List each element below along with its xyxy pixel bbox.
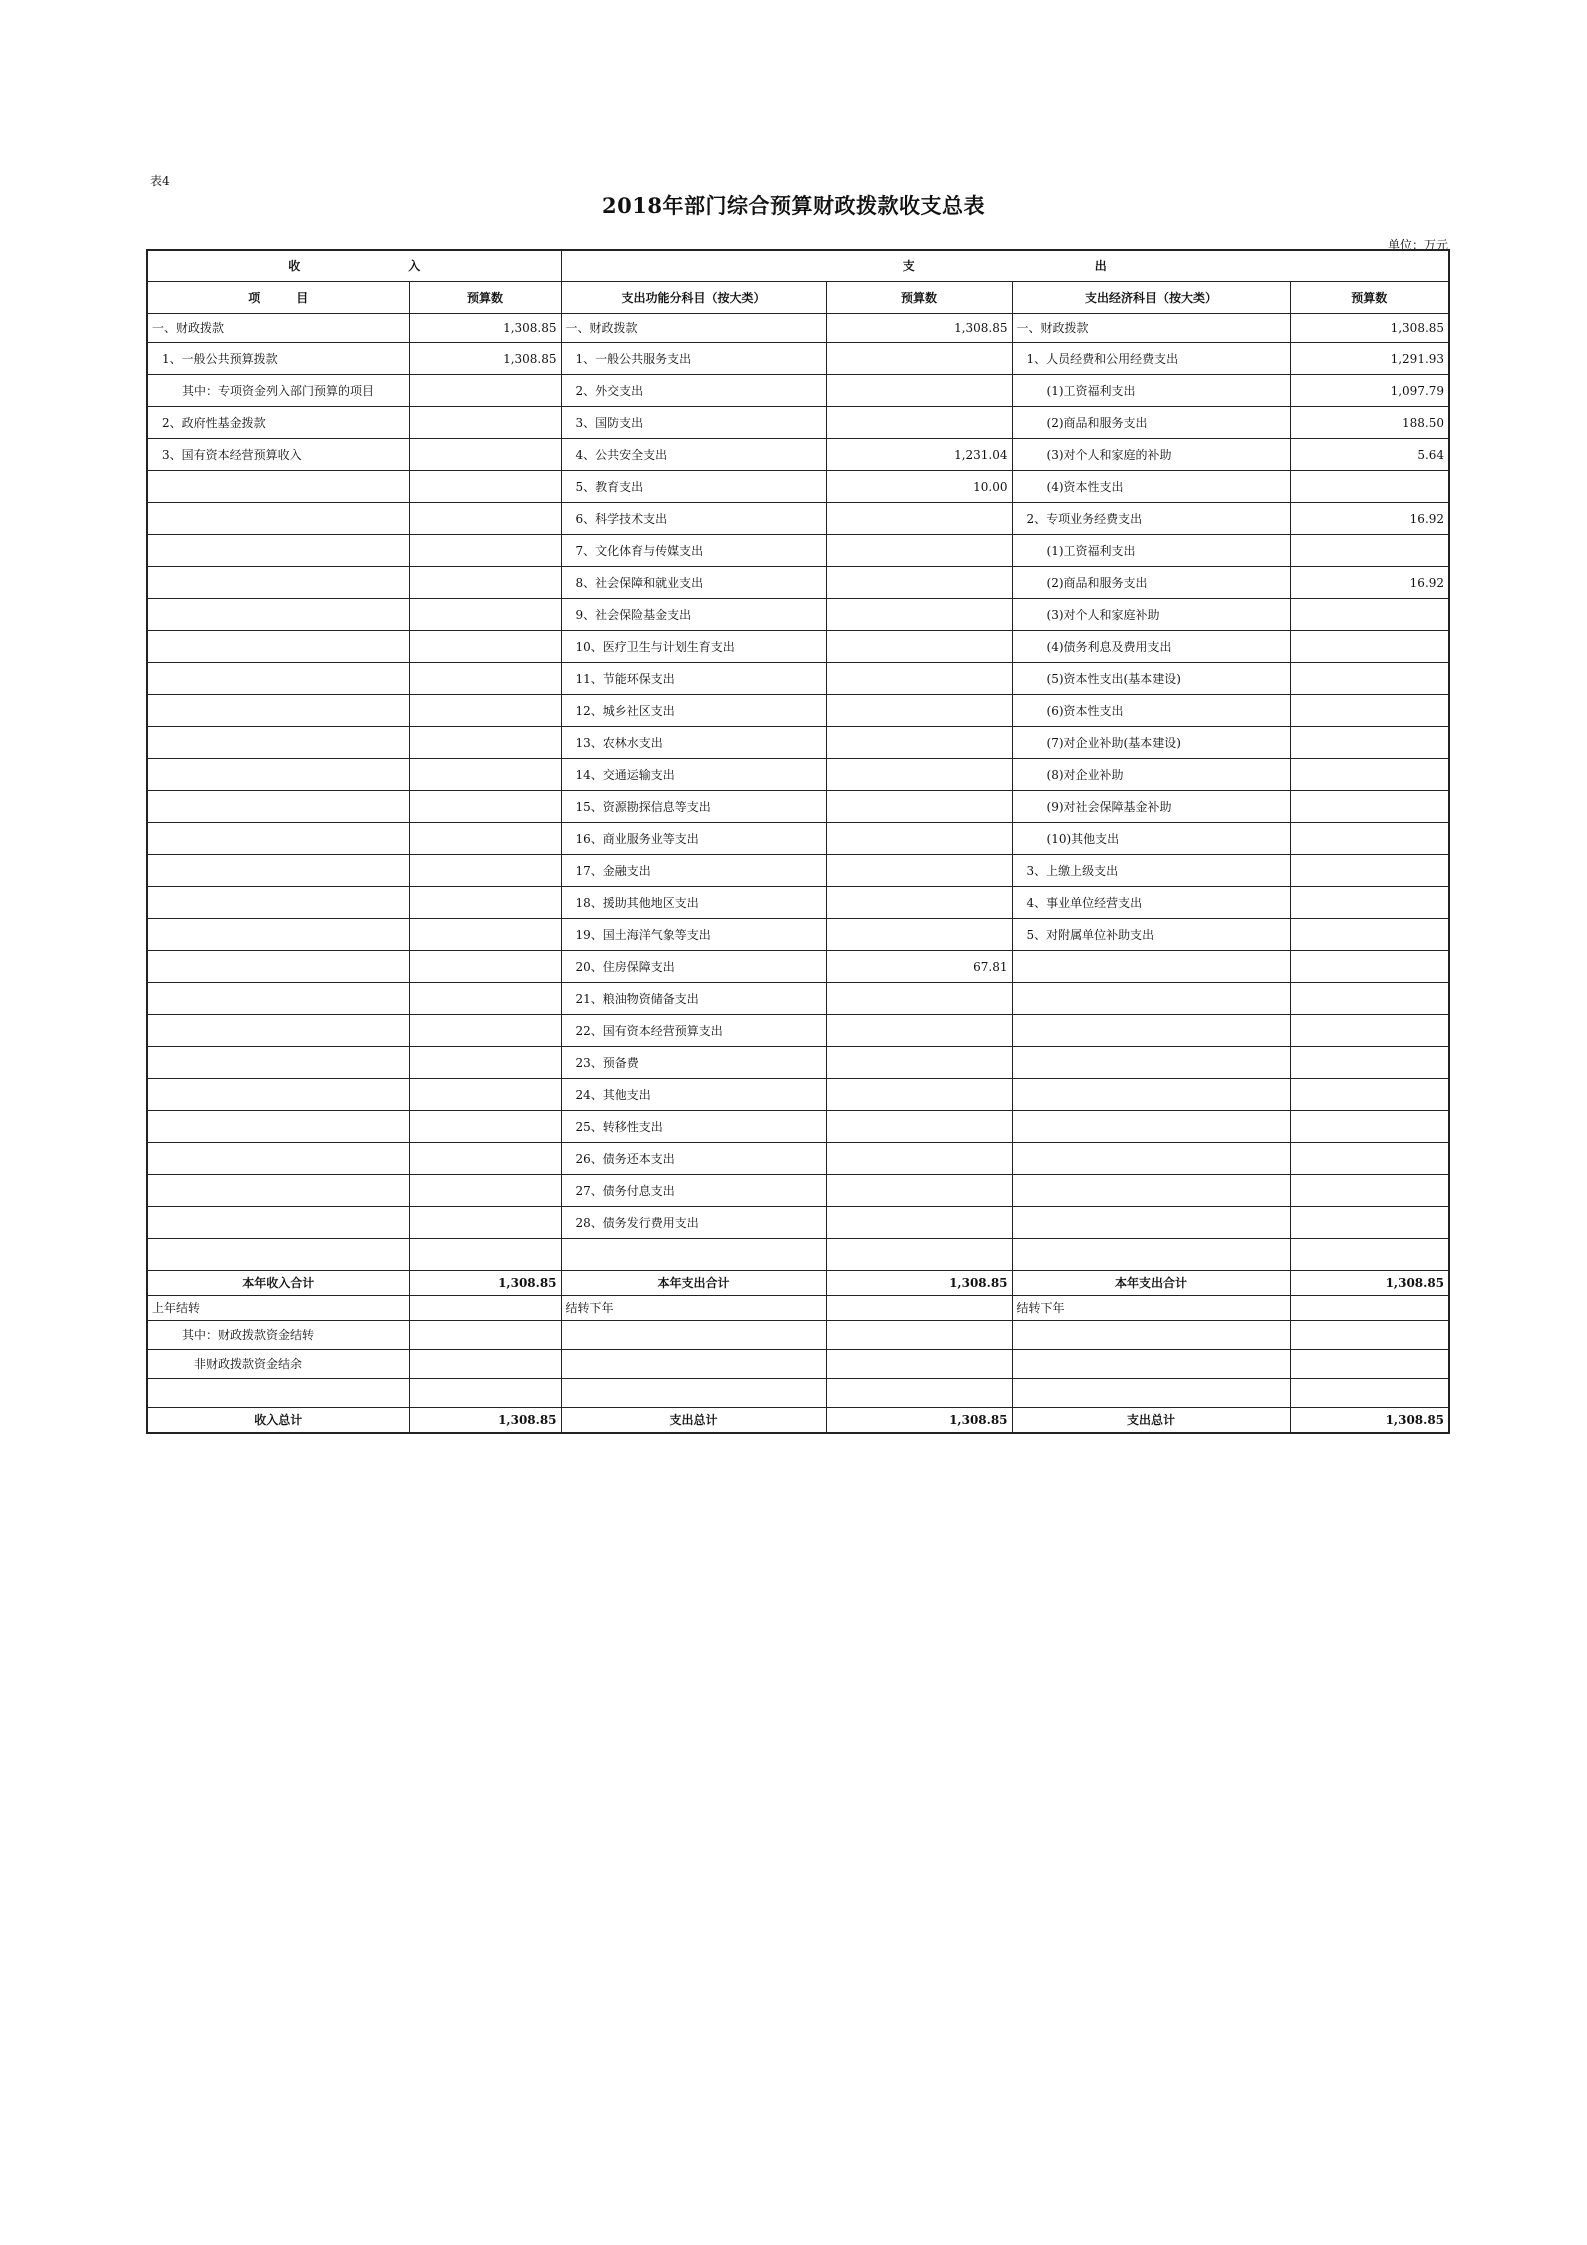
income-budget-cell — [409, 823, 561, 855]
econ-budget-cell — [1290, 1239, 1449, 1271]
func-budget-cell — [826, 1079, 1012, 1111]
func-item-cell: 16、商业服务业等支出 — [561, 823, 826, 855]
func-item-cell: 18、援助其他地区支出 — [561, 887, 826, 919]
econ-budget-cell: 188.50 — [1290, 407, 1449, 439]
func-budget-cell — [826, 407, 1012, 439]
income-item-cell — [147, 503, 409, 535]
carry-income-value — [409, 1379, 561, 1408]
func-item-cell: 1、一般公共服务支出 — [561, 343, 826, 375]
income-item-cell — [147, 1047, 409, 1079]
carry-econ-value — [1290, 1321, 1449, 1350]
econ-budget-cell: 16.92 — [1290, 503, 1449, 535]
table-row — [147, 407, 1449, 439]
func-item-cell: 14、交通运输支出 — [561, 759, 826, 791]
func-budget-cell — [826, 535, 1012, 567]
econ-item-cell: (5)资本性支出(基本建设) — [1012, 663, 1290, 695]
carry-econ-cell — [1012, 1321, 1290, 1350]
income-budget-cell — [409, 983, 561, 1015]
header-group-row — [147, 250, 1449, 282]
income-item-cell — [147, 695, 409, 727]
table-row — [147, 503, 1449, 535]
income-item-cell — [147, 535, 409, 567]
income-budget-cell — [409, 951, 561, 983]
table-row — [147, 695, 1449, 727]
carry-func-cell — [561, 1321, 826, 1350]
func-budget-cell — [826, 983, 1012, 1015]
table-row — [147, 1111, 1449, 1143]
income-item-cell — [147, 1079, 409, 1111]
econ-budget-cell — [1290, 887, 1449, 919]
func-item-header: 支出功能分科目（按大类） — [561, 282, 826, 314]
func-budget-cell — [826, 503, 1012, 535]
income-budget-cell — [409, 695, 561, 727]
income-budget-cell: 1,308.85 — [409, 343, 561, 375]
func-budget-cell — [826, 1143, 1012, 1175]
table-row — [147, 375, 1449, 407]
income-subtotal-value: 1,308.85 — [409, 1271, 561, 1296]
income-item-cell — [147, 951, 409, 983]
income-budget-cell — [409, 855, 561, 887]
econ-item-cell: (3)对个人和家庭的补助 — [1012, 439, 1290, 471]
income-budget-cell — [409, 1015, 561, 1047]
econ-total-value: 1,308.85 — [1290, 1408, 1449, 1434]
func-budget-cell — [826, 855, 1012, 887]
func-budget-cell — [826, 919, 1012, 951]
income-item-cell — [147, 1239, 409, 1271]
income-item-cell — [147, 663, 409, 695]
carry-econ-cell — [1012, 1350, 1290, 1379]
econ-subtotal-label: 本年支出合计 — [1012, 1271, 1290, 1296]
econ-item-cell — [1012, 1239, 1290, 1271]
econ-budget-cell — [1290, 663, 1449, 695]
carry-income-cell: 其中：财政拨款资金结转 — [147, 1321, 409, 1350]
table-row — [147, 951, 1449, 983]
func-budget-cell — [826, 631, 1012, 663]
income-item-cell: 一、财政拨款 — [147, 314, 409, 343]
func-item-cell: 26、债务还本支出 — [561, 1143, 826, 1175]
income-budget-cell — [409, 1143, 561, 1175]
func-item-cell: 21、粮油物资储备支出 — [561, 983, 826, 1015]
carry-econ-value — [1290, 1296, 1449, 1321]
func-item-cell: 17、金融支出 — [561, 855, 826, 887]
carry-income-value — [409, 1321, 561, 1350]
carry-row — [147, 1321, 1449, 1350]
income-budget-cell — [409, 375, 561, 407]
func-item-cell: 28、债务发行费用支出 — [561, 1207, 826, 1239]
func-budget-cell — [826, 1047, 1012, 1079]
func-item-cell: 13、农林水支出 — [561, 727, 826, 759]
carry-row — [147, 1296, 1449, 1321]
table-row — [147, 631, 1449, 663]
econ-item-cell — [1012, 1207, 1290, 1239]
econ-budget-cell: 16.92 — [1290, 567, 1449, 599]
econ-budget-cell — [1290, 727, 1449, 759]
econ-budget-cell — [1290, 471, 1449, 503]
econ-budget-cell — [1290, 1175, 1449, 1207]
table-row — [147, 343, 1449, 375]
income-item-cell — [147, 983, 409, 1015]
income-budget-cell — [409, 1207, 561, 1239]
econ-item-cell: (2)商品和服务支出 — [1012, 567, 1290, 599]
unit-label: 单位：万元 — [1387, 238, 1448, 252]
func-budget-header: 预算数 — [826, 282, 1012, 314]
carry-func-value — [826, 1321, 1012, 1350]
income-budget-cell — [409, 1111, 561, 1143]
income-budget-cell — [409, 1175, 561, 1207]
econ-budget-cell — [1290, 631, 1449, 663]
income-budget-cell — [409, 407, 561, 439]
table-row — [147, 599, 1449, 631]
func-budget-cell — [826, 663, 1012, 695]
income-item-cell: 2、政府性基金拨款 — [147, 407, 409, 439]
income-subtotal-label: 本年收入合计 — [147, 1271, 409, 1296]
econ-item-cell: (1)工资福利支出 — [1012, 535, 1290, 567]
econ-budget-header: 预算数 — [1290, 282, 1449, 314]
econ-item-cell: 3、上缴上级支出 — [1012, 855, 1290, 887]
econ-item-cell — [1012, 1175, 1290, 1207]
func-budget-cell: 10.00 — [826, 471, 1012, 503]
income-item-cell: 3、国有资本经营预算收入 — [147, 439, 409, 471]
income-budget-cell — [409, 503, 561, 535]
func-item-cell: 20、住房保障支出 — [561, 951, 826, 983]
income-item-cell — [147, 855, 409, 887]
table-row — [147, 1079, 1449, 1111]
income-item-cell — [147, 887, 409, 919]
func-budget-cell — [826, 1015, 1012, 1047]
table-row — [147, 471, 1449, 503]
table-row — [147, 1015, 1449, 1047]
carry-econ-value — [1290, 1379, 1449, 1408]
table-row — [147, 1047, 1449, 1079]
table-row — [147, 1239, 1449, 1271]
table-row — [147, 439, 1449, 471]
func-budget-cell: 67.81 — [826, 951, 1012, 983]
econ-item-cell: (2)商品和服务支出 — [1012, 407, 1290, 439]
table-row — [147, 1175, 1449, 1207]
econ-budget-cell — [1290, 791, 1449, 823]
econ-budget-cell — [1290, 983, 1449, 1015]
income-budget-cell — [409, 727, 561, 759]
table-row — [147, 919, 1449, 951]
func-item-cell: 22、国有资本经营预算支出 — [561, 1015, 826, 1047]
func-budget-cell — [826, 759, 1012, 791]
func-item-cell: 23、预备费 — [561, 1047, 826, 1079]
income-item-cell — [147, 471, 409, 503]
income-budget-cell — [409, 599, 561, 631]
econ-budget-cell: 5.64 — [1290, 439, 1449, 471]
econ-budget-cell — [1290, 951, 1449, 983]
table-row — [147, 823, 1449, 855]
func-total-value: 1,308.85 — [826, 1408, 1012, 1434]
func-item-cell: 2、外交支出 — [561, 375, 826, 407]
func-budget-cell — [826, 375, 1012, 407]
func-item-cell: 11、节能环保支出 — [561, 663, 826, 695]
econ-item-cell: (8)对企业补助 — [1012, 759, 1290, 791]
func-subtotal-label: 本年支出合计 — [561, 1271, 826, 1296]
income-budget-cell — [409, 471, 561, 503]
econ-item-header: 支出经济科目（按大类） — [1012, 282, 1290, 314]
func-budget-cell — [826, 727, 1012, 759]
econ-budget-cell — [1290, 855, 1449, 887]
econ-item-cell — [1012, 1047, 1290, 1079]
table-row — [147, 887, 1449, 919]
table-tag: 表4 — [150, 174, 170, 188]
income-budget-cell — [409, 439, 561, 471]
econ-item-cell: (4)资本性支出 — [1012, 471, 1290, 503]
carry-func-value — [826, 1296, 1012, 1321]
func-budget-cell — [826, 343, 1012, 375]
income-item-cell — [147, 631, 409, 663]
income-item-cell — [147, 791, 409, 823]
income-item-cell — [147, 1015, 409, 1047]
func-budget-cell — [826, 695, 1012, 727]
income-item-cell — [147, 727, 409, 759]
econ-item-cell: (1)工资福利支出 — [1012, 375, 1290, 407]
econ-item-cell: 4、事业单位经营支出 — [1012, 887, 1290, 919]
expense-group-header: 支 出 — [561, 250, 1449, 282]
income-item-cell — [147, 919, 409, 951]
econ-item-cell — [1012, 1111, 1290, 1143]
income-budget-cell — [409, 1047, 561, 1079]
func-item-cell — [561, 1239, 826, 1271]
carry-func-value — [826, 1350, 1012, 1379]
income-budget-cell: 1,308.85 — [409, 314, 561, 343]
income-budget-header: 预算数 — [409, 282, 561, 314]
func-subtotal-value: 1,308.85 — [826, 1271, 1012, 1296]
econ-budget-cell — [1290, 759, 1449, 791]
income-budget-cell — [409, 759, 561, 791]
func-item-cell: 19、国土海洋气象等支出 — [561, 919, 826, 951]
econ-budget-cell — [1290, 599, 1449, 631]
table-row — [147, 1207, 1449, 1239]
econ-item-cell: (3)对个人和家庭补助 — [1012, 599, 1290, 631]
econ-item-cell: 5、对附属单位补助支出 — [1012, 919, 1290, 951]
econ-budget-cell — [1290, 535, 1449, 567]
income-item-cell: 其中：专项资金列入部门预算的项目 — [147, 375, 409, 407]
econ-item-cell — [1012, 1015, 1290, 1047]
carry-func-cell — [561, 1379, 826, 1408]
carry-income-value — [409, 1350, 561, 1379]
econ-item-cell: (6)资本性支出 — [1012, 695, 1290, 727]
econ-budget-cell — [1290, 823, 1449, 855]
income-budget-cell — [409, 1239, 561, 1271]
func-budget-cell — [826, 791, 1012, 823]
budget-table — [146, 249, 1450, 1434]
func-item-cell: 9、社会保险基金支出 — [561, 599, 826, 631]
column-header-row — [147, 282, 1449, 314]
func-item-cell: 25、转移性支出 — [561, 1111, 826, 1143]
income-budget-cell — [409, 791, 561, 823]
econ-budget-cell — [1290, 1143, 1449, 1175]
income-item-cell — [147, 759, 409, 791]
func-item-cell: 12、城乡社区支出 — [561, 695, 826, 727]
econ-item-cell: 一、财政拨款 — [1012, 314, 1290, 343]
func-item-cell: 27、债务付息支出 — [561, 1175, 826, 1207]
econ-item-cell — [1012, 983, 1290, 1015]
econ-budget-cell — [1290, 919, 1449, 951]
carry-income-cell: 上年结转 — [147, 1296, 409, 1321]
econ-item-cell: 2、专项业务经费支出 — [1012, 503, 1290, 535]
table-row — [147, 314, 1449, 343]
func-item-cell: 5、教育支出 — [561, 471, 826, 503]
carry-econ-value — [1290, 1350, 1449, 1379]
func-item-cell: 6、科学技术支出 — [561, 503, 826, 535]
table-row — [147, 983, 1449, 1015]
econ-budget-cell — [1290, 1079, 1449, 1111]
income-total-label: 收入总计 — [147, 1408, 409, 1434]
func-budget-cell — [826, 887, 1012, 919]
income-item-cell: 1、一般公共预算拨款 — [147, 343, 409, 375]
func-budget-cell — [826, 599, 1012, 631]
income-budget-cell — [409, 663, 561, 695]
func-item-cell: 3、国防支出 — [561, 407, 826, 439]
func-item-cell: 15、资源勘探信息等支出 — [561, 791, 826, 823]
subtotal-row — [147, 1271, 1449, 1296]
func-budget-cell — [826, 1207, 1012, 1239]
carry-row — [147, 1379, 1449, 1408]
carry-econ-cell: 结转下年 — [1012, 1296, 1290, 1321]
func-budget-cell — [826, 1175, 1012, 1207]
income-item-cell — [147, 1143, 409, 1175]
func-item-cell: 24、其他支出 — [561, 1079, 826, 1111]
econ-budget-cell — [1290, 695, 1449, 727]
econ-budget-cell: 1,308.85 — [1290, 314, 1449, 343]
total-row — [147, 1408, 1449, 1434]
func-budget-cell: 1,308.85 — [826, 314, 1012, 343]
income-budget-cell — [409, 567, 561, 599]
econ-item-cell: (7)对企业补助(基本建设) — [1012, 727, 1290, 759]
econ-item-cell — [1012, 951, 1290, 983]
func-item-cell: 10、医疗卫生与计划生育支出 — [561, 631, 826, 663]
func-budget-cell — [826, 1239, 1012, 1271]
income-item-cell — [147, 1111, 409, 1143]
income-budget-cell — [409, 887, 561, 919]
income-item-cell — [147, 567, 409, 599]
table-row — [147, 535, 1449, 567]
table-row — [147, 567, 1449, 599]
table-row — [147, 1143, 1449, 1175]
table-row — [147, 727, 1449, 759]
income-item-header: 项 目 — [147, 282, 409, 314]
carry-income-cell — [147, 1379, 409, 1408]
econ-budget-cell — [1290, 1015, 1449, 1047]
econ-item-cell: (9)对社会保障基金补助 — [1012, 791, 1290, 823]
income-budget-cell — [409, 535, 561, 567]
income-item-cell — [147, 823, 409, 855]
econ-item-cell — [1012, 1143, 1290, 1175]
func-total-label: 支出总计 — [561, 1408, 826, 1434]
econ-budget-cell — [1290, 1047, 1449, 1079]
income-budget-cell — [409, 631, 561, 663]
econ-total-label: 支出总计 — [1012, 1408, 1290, 1434]
carry-econ-cell — [1012, 1379, 1290, 1408]
carry-row — [147, 1350, 1449, 1379]
page-title: 2018年部门综合预算财政拨款收支总表 — [602, 193, 985, 218]
econ-subtotal-value: 1,308.85 — [1290, 1271, 1449, 1296]
econ-budget-cell: 1,097.79 — [1290, 375, 1449, 407]
func-budget-cell — [826, 567, 1012, 599]
carry-func-value — [826, 1379, 1012, 1408]
table-row — [147, 759, 1449, 791]
carry-func-cell: 结转下年 — [561, 1296, 826, 1321]
econ-budget-cell — [1290, 1207, 1449, 1239]
func-budget-cell: 1,231.04 — [826, 439, 1012, 471]
func-budget-cell — [826, 823, 1012, 855]
income-group-header: 收 入 — [147, 250, 561, 282]
income-item-cell — [147, 1175, 409, 1207]
econ-item-cell — [1012, 1079, 1290, 1111]
income-item-cell — [147, 1207, 409, 1239]
func-item-cell: 4、公共安全支出 — [561, 439, 826, 471]
table-row — [147, 791, 1449, 823]
table-row — [147, 855, 1449, 887]
income-item-cell — [147, 599, 409, 631]
func-item-cell: 一、财政拨款 — [561, 314, 826, 343]
income-budget-cell — [409, 1079, 561, 1111]
econ-item-cell: (4)债务利息及费用支出 — [1012, 631, 1290, 663]
econ-item-cell: 1、人员经费和公用经费支出 — [1012, 343, 1290, 375]
func-item-cell: 7、文化体育与传媒支出 — [561, 535, 826, 567]
table-row — [147, 663, 1449, 695]
carry-income-value — [409, 1296, 561, 1321]
income-budget-cell — [409, 919, 561, 951]
income-total-value: 1,308.85 — [409, 1408, 561, 1434]
carry-func-cell — [561, 1350, 826, 1379]
econ-budget-cell — [1290, 1111, 1449, 1143]
econ-budget-cell: 1,291.93 — [1290, 343, 1449, 375]
econ-item-cell: (10)其他支出 — [1012, 823, 1290, 855]
func-budget-cell — [826, 1111, 1012, 1143]
func-item-cell: 8、社会保障和就业支出 — [561, 567, 826, 599]
carry-income-cell: 非财政拨款资金结余 — [147, 1350, 409, 1379]
